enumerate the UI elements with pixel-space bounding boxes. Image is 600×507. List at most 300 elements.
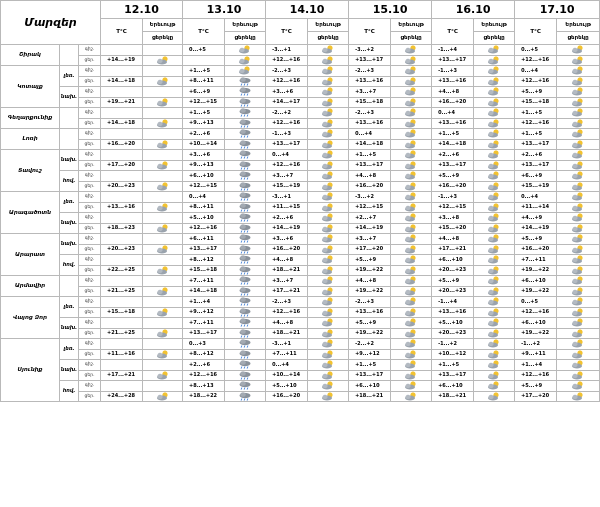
temperature-value: +3...+6 [183,150,225,161]
partly-cloudy-icon [391,160,432,171]
temperature-value: +16...+20 [432,181,474,192]
temperature-value: +5...+9 [515,234,557,245]
rain-cloud-icon [225,76,266,87]
partly-cloudy-icon [143,160,183,171]
temperature-value: +12...+16 [266,307,308,318]
temperature-value: +5...+9 [349,255,391,266]
partly-cloudy-icon [557,55,600,66]
partly-cloudy-icon [308,307,349,318]
partly-cloudy-icon [557,129,600,140]
table-row [1,160,600,171]
partly-cloudy-icon [308,255,349,266]
temperature-value [101,213,143,224]
temperature-value: +13...+17 [183,328,225,339]
partly-cloudy-icon [143,349,183,360]
region-name: Շիրակ [1,45,60,66]
partly-cloudy-icon [474,139,515,150]
table-row [1,108,600,119]
partly-cloudy-icon [225,55,266,66]
table-row [1,286,600,297]
temperature-value: -1...+2 [515,339,557,350]
partly-cloudy-icon [474,265,515,276]
region-name: Արմավիր [1,276,60,297]
temperature-value [101,171,143,182]
partly-cloudy-icon [391,234,432,245]
temperature-value: +12...+15 [183,97,225,108]
partly-cloudy-icon [391,381,432,392]
partly-cloudy-icon [474,97,515,108]
temperature-value: +24...+28 [101,391,143,402]
temperature-value: +12...+16 [515,76,557,87]
table-row [1,297,600,308]
temperature-value [101,255,143,266]
temperature-value: +13...+16 [349,118,391,129]
partly-cloudy-icon [391,108,432,119]
temperature-value: +12...+16 [266,118,308,129]
date-header: 13.10 [183,1,266,19]
table-row [1,391,600,402]
time-of-day: գիշ. [79,66,101,77]
temperature-value: +4...+8 [432,234,474,245]
partly-cloudy-icon [391,150,432,161]
temperature-value: +19...+22 [515,286,557,297]
partly-cloudy-icon [557,318,600,329]
empty-icon [143,255,183,266]
temperature-value: +1...+5 [515,108,557,119]
temperature-value: +6...+10 [515,318,557,329]
time-of-day: ցեր. [79,118,101,129]
temperature-value: +6...+10 [515,276,557,287]
partly-cloudy-icon [557,381,600,392]
temperature-value: +12...+16 [515,118,557,129]
partly-cloudy-icon [308,55,349,66]
partly-cloudy-icon [557,244,600,255]
rain-cloud-icon [225,223,266,234]
temperature-value: +13...+17 [349,160,391,171]
rain-cloud-icon [225,234,266,245]
table-row [1,202,600,213]
temperature-value: +17...+20 [349,244,391,255]
temperature-value [101,108,143,119]
rain-cloud-icon [225,181,266,192]
temperature-value: +12...+15 [432,202,474,213]
partly-cloudy-icon [474,87,515,98]
partly-cloudy-icon [143,391,183,402]
empty-icon [143,339,183,350]
partly-cloudy-icon [474,45,515,56]
temperature-value: +15...+19 [266,181,308,192]
partly-cloudy-icon [391,97,432,108]
temperature-value: -2...+3 [349,108,391,119]
partly-cloudy-icon [474,391,515,402]
time-of-day: գիշ. [79,45,101,56]
temperature-value: 0...+3 [183,339,225,350]
region-name: Արագածոտն [1,192,60,234]
partly-cloudy-icon [474,234,515,245]
temperature-value: +13...+17 [432,55,474,66]
temperature-value: -2...+3 [349,66,391,77]
partly-cloudy-icon [474,171,515,182]
temperature-value: +12...+16 [515,55,557,66]
time-of-day: ցեր. [79,97,101,108]
partly-cloudy-icon [308,160,349,171]
table-row [1,192,600,203]
partly-cloudy-icon [308,318,349,329]
table-row [1,66,600,77]
temperature-value: +1...+4 [183,297,225,308]
time-of-day: գիշ. [79,171,101,182]
temperature-value: +12...+16 [266,160,308,171]
temperature-value: -2...+3 [349,297,391,308]
temperature-value: +13...+17 [432,160,474,171]
partly-cloudy-icon [391,297,432,308]
date-header: 14.10 [266,1,349,19]
temperature-value: +13...+16 [432,118,474,129]
temperature-value: +1...+5 [183,108,225,119]
rain-cloud-icon [225,286,266,297]
temperature-value: +13...+16 [349,76,391,87]
temperature-value: +13...+16 [101,202,143,213]
partly-cloudy-icon [474,255,515,266]
partly-cloudy-icon [391,181,432,192]
temperature-value [183,55,225,66]
time-of-day: գիշ. [79,318,101,329]
time-of-day: գիշ. [79,381,101,392]
day-column-header: ցերեկը [391,32,432,45]
temperature-value: +14...+17 [266,97,308,108]
partly-cloudy-icon [143,265,183,276]
day-column-header: ցերեկը [143,32,183,45]
temperature-value [101,234,143,245]
temperature-value: +16...+20 [515,244,557,255]
partly-cloudy-icon [391,76,432,87]
empty-icon [143,129,183,140]
temperature-value: +20...+23 [432,328,474,339]
temperature-value: +6...+10 [432,255,474,266]
region-name: Սյունիք [1,339,60,402]
empty-icon [143,276,183,287]
time-of-day: գիշ. [79,192,101,203]
temperature-value: +13...+17 [515,139,557,150]
temperature-value: +10...+12 [432,349,474,360]
partly-cloudy-icon [391,391,432,402]
temperature-value: +19...+21 [101,97,143,108]
table-row [1,307,600,318]
temperature-value: +12...+16 [183,223,225,234]
table-row [1,118,600,129]
partly-cloudy-icon [557,202,600,213]
rain-cloud-icon [225,213,266,224]
empty-icon [143,360,183,371]
partly-cloudy-icon [391,213,432,224]
temp-column-header: T°C [515,19,557,45]
temperature-value: 0...+4 [266,150,308,161]
temperature-value: +18...+21 [432,391,474,402]
temperature-value: -3...+2 [349,192,391,203]
temperature-value: -1...+2 [432,339,474,350]
partly-cloudy-icon [557,349,600,360]
temperature-value: +9...+12 [183,307,225,318]
partly-cloudy-icon [474,150,515,161]
precip-column-header: Երեւույթ [557,19,600,32]
temperature-value: 0...+4 [515,66,557,77]
temperature-value: +3...+6 [266,234,308,245]
precip-column-header: Երեւույթ [308,19,349,32]
temperature-value: +1...+4 [515,360,557,371]
partly-cloudy-icon [474,276,515,287]
partly-cloudy-icon [391,129,432,140]
partly-cloudy-icon [557,160,600,171]
temperature-value: +5...+9 [432,276,474,287]
partly-cloudy-icon [308,360,349,371]
temperature-value: +20...+23 [432,286,474,297]
temperature-value: +7...+11 [183,276,225,287]
partly-cloudy-icon [557,255,600,266]
temp-column-header: T°C [266,19,308,45]
empty-icon [143,297,183,308]
temperature-value: +3...+7 [266,171,308,182]
temperature-value: +14...+19 [266,223,308,234]
partly-cloudy-icon [557,360,600,371]
temperature-value: +11...+15 [266,202,308,213]
empty-icon [143,318,183,329]
temperature-value: +14...+18 [349,139,391,150]
partly-cloudy-icon [391,276,432,287]
partly-cloudy-icon [474,213,515,224]
time-of-day: ցեր. [79,349,101,360]
regions-header: Մարզեր [1,1,101,45]
table-row [1,255,600,266]
partly-cloudy-icon [308,45,349,56]
partly-cloudy-icon [143,118,183,129]
table-row [1,339,600,350]
zone-label: լեռ. [60,192,79,213]
precip-column-header: Երեւույթ [225,19,266,32]
partly-cloudy-icon [143,181,183,192]
partly-cloudy-icon [391,87,432,98]
temp-column-header: T°C [101,19,143,45]
region-name: Լոռի [1,129,60,150]
date-header: 15.10 [349,1,432,19]
partly-cloudy-icon [474,181,515,192]
partly-cloudy-icon [557,370,600,381]
partly-cloudy-icon [474,223,515,234]
temperature-value: +15...+18 [515,97,557,108]
partly-cloudy-icon [391,318,432,329]
time-of-day: ցեր. [79,328,101,339]
partly-cloudy-icon [308,192,349,203]
temperature-value: -3...+1 [266,192,308,203]
empty-icon [143,381,183,392]
temperature-value: +14...+18 [183,286,225,297]
table-row [1,76,600,87]
rain-cloud-icon [225,307,266,318]
temperature-value: +4...+9 [515,213,557,224]
temperature-value: -1...+4 [432,45,474,56]
temperature-value: +12...+16 [515,370,557,381]
temperature-value: +4...+8 [266,255,308,266]
partly-cloudy-icon [391,244,432,255]
rain-cloud-icon [225,349,266,360]
temperature-value: 0...+5 [183,45,225,56]
partly-cloudy-icon [225,45,266,56]
temperature-value: +20...+23 [101,244,143,255]
partly-cloudy-icon [557,181,600,192]
table-row [1,234,600,245]
partly-cloudy-icon [308,202,349,213]
temperature-value: +14...+19 [101,55,143,66]
table-row [1,265,600,276]
temperature-value: -2...+2 [349,339,391,350]
partly-cloudy-icon [308,370,349,381]
time-of-day: ցեր. [79,286,101,297]
temperature-value: +12...+16 [266,55,308,66]
partly-cloudy-icon [391,349,432,360]
temperature-value: +5...+10 [183,213,225,224]
partly-cloudy-icon [474,66,515,77]
partly-cloudy-icon [391,223,432,234]
partly-cloudy-icon [557,276,600,287]
rain-cloud-icon [225,160,266,171]
temperature-value: +3...+7 [266,276,308,287]
temperature-value: +18...+21 [266,328,308,339]
temperature-value: -1...+4 [432,297,474,308]
time-of-day: գիշ. [79,297,101,308]
zone-label: լեռ. [60,297,79,318]
table-row [1,55,600,66]
temperature-value: +15...+18 [101,307,143,318]
rain-cloud-icon [225,328,266,339]
temperature-value: +20...+23 [101,181,143,192]
precip-column-header: Երեւույթ [143,19,183,32]
temperature-value: +9...+13 [183,160,225,171]
temperature-value: +2...+6 [183,129,225,140]
temperature-value: +14...+18 [101,118,143,129]
temperature-value: +17...+21 [266,286,308,297]
temperature-value: +13...+16 [432,76,474,87]
empty-icon [143,234,183,245]
partly-cloudy-icon [391,66,432,77]
zone-label: հով. [60,381,79,402]
table-row [1,181,600,192]
temperature-value: -3...+2 [349,45,391,56]
partly-cloudy-icon [143,202,183,213]
temperature-value: +21...+25 [101,286,143,297]
date-header: 17.10 [515,1,600,19]
partly-cloudy-icon [557,150,600,161]
temperature-value: +4...+8 [432,87,474,98]
temperature-value: +13...+16 [349,307,391,318]
partly-cloudy-icon [557,192,600,203]
zone-label: նախ. [60,234,79,255]
partly-cloudy-icon [308,328,349,339]
temperature-value: +3...+6 [266,87,308,98]
temperature-value: +13...+17 [349,370,391,381]
temperature-value: -1...+3 [432,192,474,203]
empty-icon [143,108,183,119]
partly-cloudy-icon [557,328,600,339]
partly-cloudy-icon [557,139,600,150]
partly-cloudy-icon [474,370,515,381]
partly-cloudy-icon [391,45,432,56]
table-row [1,150,600,161]
partly-cloudy-icon [474,339,515,350]
partly-cloudy-icon [391,370,432,381]
temp-column-header: T°C [432,19,474,45]
time-of-day: ցեր. [79,76,101,87]
partly-cloudy-icon [308,265,349,276]
temperature-value [101,297,143,308]
rain-cloud-icon [225,381,266,392]
partly-cloudy-icon [391,307,432,318]
partly-cloudy-icon [308,286,349,297]
temperature-value: +20...+23 [432,265,474,276]
partly-cloudy-icon [308,87,349,98]
partly-cloudy-icon [474,318,515,329]
temperature-value: +1...+5 [183,66,225,77]
partly-cloudy-icon [474,108,515,119]
empty-icon [143,213,183,224]
partly-cloudy-icon [557,108,600,119]
table-row [1,349,600,360]
temperature-value: +3...+7 [349,87,391,98]
temperature-value [101,381,143,392]
temperature-value: +16...+20 [432,97,474,108]
partly-cloudy-icon [557,45,600,56]
temperature-value: 0...+4 [266,360,308,371]
time-of-day: գիշ. [79,234,101,245]
zone-label [60,45,79,66]
temp-column-header: T°C [349,19,391,45]
partly-cloudy-icon [308,391,349,402]
rain-cloud-icon [225,339,266,350]
table-row [1,97,600,108]
zone-label: հով. [60,255,79,276]
temperature-value: +5...+9 [349,318,391,329]
rain-cloud-icon [225,255,266,266]
temperature-value: +8...+12 [183,255,225,266]
temperature-value: -2...+2 [266,108,308,119]
precip-column-header: Երեւույթ [391,19,432,32]
partly-cloudy-icon [143,244,183,255]
partly-cloudy-icon [474,160,515,171]
empty-icon [143,192,183,203]
zone-label: հով. [60,171,79,192]
temperature-value: +19...+22 [515,328,557,339]
temperature-value: +18...+23 [101,223,143,234]
time-of-day: գիշ. [79,213,101,224]
temperature-value: +8...+12 [183,349,225,360]
date-header: 16.10 [432,1,515,19]
partly-cloudy-icon [308,118,349,129]
rain-cloud-icon [225,87,266,98]
temperature-value: +7...+11 [266,349,308,360]
partly-cloudy-icon [474,360,515,371]
partly-cloudy-icon [474,349,515,360]
temperature-value: +9...+11 [515,349,557,360]
partly-cloudy-icon [391,328,432,339]
rain-cloud-icon [225,118,266,129]
temperature-value: +2...+6 [432,150,474,161]
temperature-value: 0...+5 [515,45,557,56]
zone-label: նախ. [60,318,79,339]
temperature-value: -3...+1 [266,45,308,56]
temperature-value: +7...+11 [515,255,557,266]
partly-cloudy-icon [143,307,183,318]
partly-cloudy-icon [474,297,515,308]
temperature-value: +13...+17 [349,55,391,66]
partly-cloudy-icon [391,139,432,150]
